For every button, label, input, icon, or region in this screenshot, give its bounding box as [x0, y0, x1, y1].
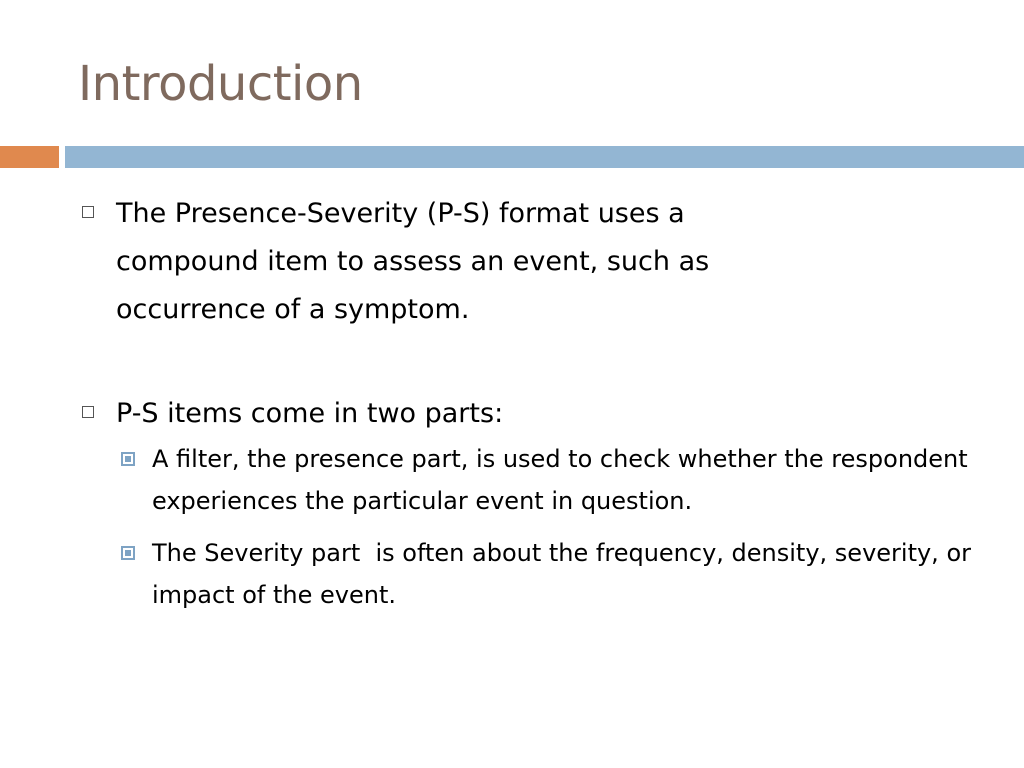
- filled-square-bullet-icon: [121, 546, 135, 560]
- filled-square-bullet-icon: [121, 452, 135, 466]
- hollow-square-bullet-icon: [82, 406, 94, 418]
- slide-title: Introduction: [78, 56, 363, 112]
- bullet-item: [78, 390, 998, 438]
- bullet-item: [78, 190, 998, 334]
- title-divider-bar: [65, 146, 1024, 168]
- sub-bullet-item: [78, 532, 998, 616]
- sub-bullet-text: The Severity part is often about the frequency, density, severity, or impact of the event.: [152, 539, 979, 609]
- sub-bullet-item: [78, 438, 998, 522]
- title-accent-bar: [0, 146, 59, 168]
- slide-body: [78, 190, 998, 616]
- sub-bullet-text: A filter, the presence part, is used to check whether the respondent experiences the particular event in question.: [152, 445, 968, 515]
- bullet-text: P-S items come in two parts:: [116, 398, 504, 429]
- hollow-square-bullet-icon: [82, 206, 94, 218]
- bullet-text: The Presence-Severity (P-S) format uses a compound item to assess an event, such as occurrence of a symptom.: [116, 198, 710, 325]
